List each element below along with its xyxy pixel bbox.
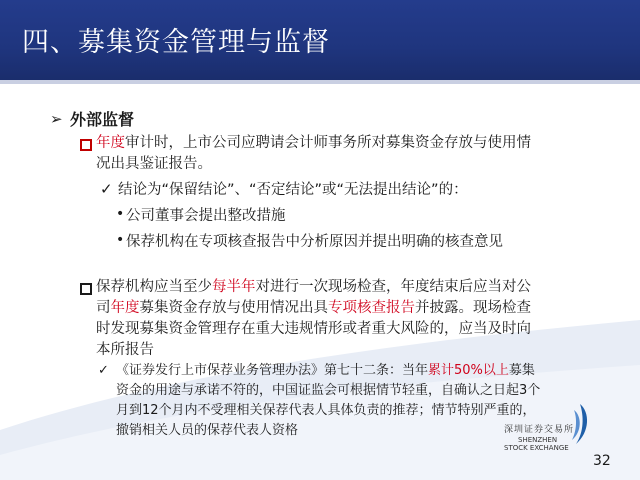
item2-line4: 本所报告 bbox=[96, 342, 154, 358]
item1-bullet1: 公司董事会提出整改措施 bbox=[126, 208, 286, 224]
logo-name-cn: 深圳证券交易所 bbox=[504, 425, 575, 435]
page-number: 32 bbox=[593, 453, 611, 469]
item1-bullet2: 保荐机构在专项核查报告中分析原因并提出明确的核查意见 bbox=[126, 234, 503, 250]
item2-note-text-b: 募集 bbox=[508, 363, 535, 378]
item2-note-highlight: 累计50%以上 bbox=[428, 363, 509, 378]
section-heading: 外部监督 bbox=[70, 110, 135, 129]
square-bullet-icon bbox=[80, 283, 92, 295]
item2-line2-text-a: 司 bbox=[96, 300, 111, 316]
item2-note-line1 bbox=[116, 361, 535, 380]
slide-title: 四、募集资金管理与监督 bbox=[22, 27, 330, 58]
bullet-dot-icon: • bbox=[116, 232, 125, 248]
square-bullet-icon bbox=[80, 139, 92, 151]
item2-line2-text-b: 募集资金存放与使用情况出具 bbox=[139, 300, 328, 316]
item2-note-line2: 资金的用途与承诺不符的，中国证监会可根据情节轻重，自确认之日起3个 bbox=[116, 383, 541, 398]
item1-line1-text: 审计时，上市公司应聘请会计师事务所对募集资金存放与使用情 bbox=[125, 135, 531, 151]
logo-name-en-2: STOCK EXCHANGE bbox=[504, 444, 569, 452]
item2-line3: 时发现募集资金管理存在重大违规情形或者重大风险的，应当及时向 bbox=[96, 321, 531, 337]
bullet-dot-icon: • bbox=[116, 206, 125, 222]
item2-note-line3: 月到12个月内不受理相关保荐代表人具体负责的推荐；情节特别严重的， bbox=[116, 403, 536, 418]
item2-highlight-special-report: 专项核查报告 bbox=[328, 300, 415, 316]
chevron-right-icon: ➢ bbox=[50, 110, 63, 128]
item2-line1-text-a: 保荐机构应当至少 bbox=[96, 279, 212, 295]
item2-note-text-a: 《证券发行上市保荐业务管理办法》第七十二条：当年 bbox=[116, 363, 429, 378]
item2-note-line4: 撤销相关人员的保荐代表人资格 bbox=[116, 423, 299, 438]
item1-conclusion: 结论为“保留结论”、“否定结论”或“无法提出结论”的： bbox=[118, 182, 468, 198]
szse-logo bbox=[504, 408, 624, 452]
logo-name-en-1: SHENZHEN bbox=[518, 436, 558, 444]
item1-highlight-annual: 年度 bbox=[96, 135, 125, 151]
item1-line2: 况出具鉴证报告。 bbox=[96, 156, 212, 172]
item2-line2 bbox=[96, 298, 531, 318]
item2-line1-text-b: 对进行一次现场检查，年度结束后应当对公 bbox=[255, 279, 531, 295]
item2-line1 bbox=[96, 277, 531, 297]
item2-highlight-annual: 年度 bbox=[110, 300, 140, 316]
item1-line1 bbox=[96, 133, 531, 153]
checkmark-icon: ✓ bbox=[98, 363, 109, 378]
item2-line2-text-c: 并披露。现场检查 bbox=[415, 300, 531, 316]
checkmark-icon: ✓ bbox=[100, 180, 113, 198]
item2-highlight-half-year: 每半年 bbox=[212, 279, 256, 295]
